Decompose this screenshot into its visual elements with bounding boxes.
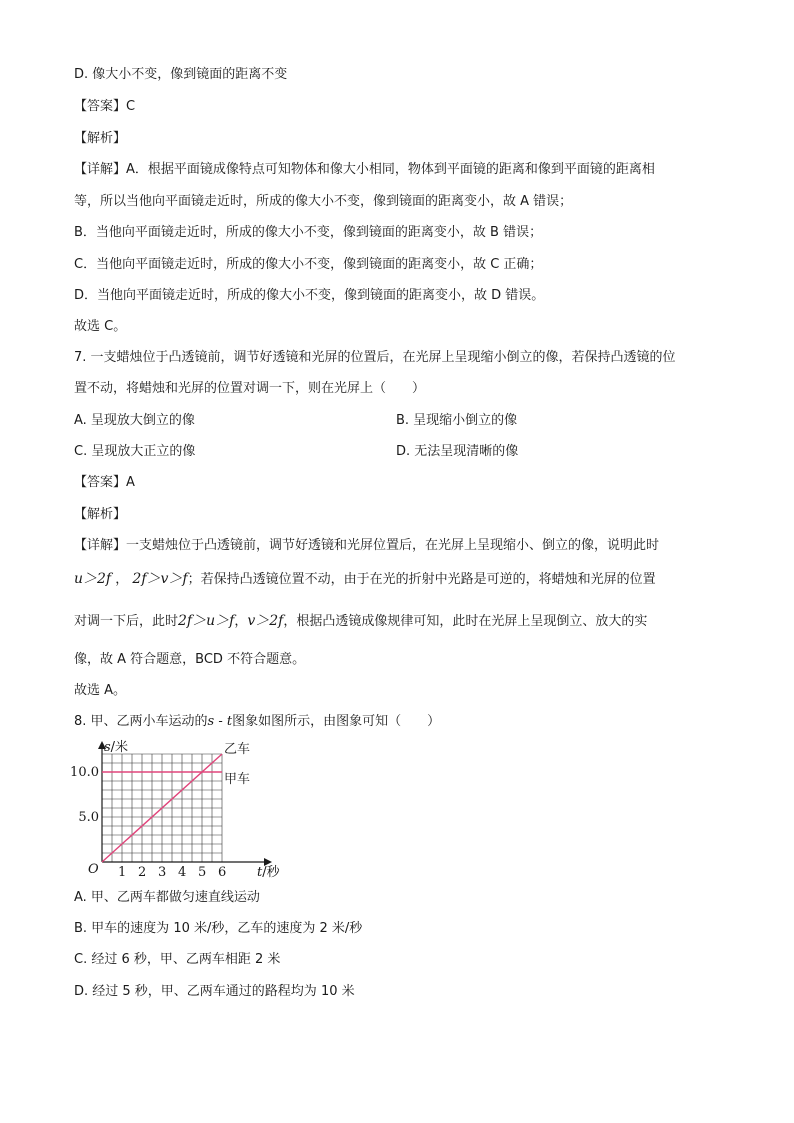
x-tick-label: 1 — [118, 865, 127, 880]
q8-option-a: A. 甲、乙两车都做匀速直线运动 — [74, 890, 260, 905]
q7-math-v-gt-2f: v＞2f — [247, 613, 284, 629]
q7-option-d: D. 无法呈现清晰的像 — [396, 444, 519, 459]
q7-analysis-heading: 【解析】 — [74, 507, 127, 522]
q8-stem-post: 图象如图所示，由图象可知（ ） — [232, 714, 441, 729]
x-tick-label: 5 — [198, 865, 207, 880]
x-tick-label: 2 — [138, 865, 147, 880]
series-label-1: 乙车 — [224, 742, 251, 757]
q8-stem — [74, 713, 440, 731]
q7-math-2f-gt-u-gt-f: 2f＞u＞f — [178, 613, 235, 629]
q7-detail-line-2: u＞2f ， 2f＞v＞f；若保持凸透镜位置不动，由于在光的折射中光路是可逆的，将蜡烛和光屏的位置 — [74, 571, 656, 587]
s-t-chart — [70, 735, 280, 881]
q7-detail-line-4: 像，故 A 符合题意，BCD 不符合题意。 — [74, 652, 306, 667]
series-label-2: 甲车 — [224, 772, 251, 787]
q7-stem-line-1: 7. 一支蜡烛位于凸透镜前，调节好透镜和光屏的位置后，在光屏上呈现缩小倒立的像，若保持凸透镜的位 — [74, 350, 676, 365]
x-tick-label: 6 — [218, 865, 227, 880]
q8-stem-pre: 8. 甲、乙两小车运动的 — [74, 714, 208, 729]
x-tick-label: 3 — [158, 865, 167, 880]
x-axis-label: t/秒 — [257, 865, 280, 880]
q7-detail-line-1: 【详解】一支蜡烛位于凸透镜前，调节好透镜和光屏位置后，在光屏上呈现缩小、倒立的像，说明此时 — [74, 538, 660, 553]
q7-option-a: A. 呈现放大倒立的像 — [74, 413, 195, 428]
q6-detail-line-4: C．当他向平面镜走近时，所成的像大小不变，像到镜面的距离变小，故 C 正确； — [74, 257, 543, 272]
q6-analysis-heading: 【解析】 — [74, 131, 127, 146]
q6-detail-line-1: 【详解】A．根据平面镜成像特点可知物体和像大小相同，物体到平面镜的距离和像到平面镜的距离相 — [74, 162, 655, 177]
q7-option-c: C. 呈现放大正立的像 — [74, 444, 196, 459]
q8-option-d: D. 经过 5 秒，甲、乙两车通过的路程均为 10 米 — [74, 984, 355, 999]
y-tick-label: 5.0 — [78, 810, 99, 825]
q8-option-b: B. 甲车的速度为 10 米/秒，乙车的速度为 2 米/秒 — [74, 921, 363, 936]
q7-option-b: B. 呈现缩小倒立的像 — [396, 413, 518, 428]
chart-axes — [98, 741, 272, 866]
q7-stem-line-2: 置不动，将蜡烛和光屏的位置对调一下，则在光屏上（ ） — [74, 381, 426, 396]
origin-label: O — [88, 862, 99, 877]
q7-detail-line-3-post: ，根据凸透镜成像规律可知，此时在光屏上呈现倒立、放大的实 — [283, 614, 648, 629]
q6-detail-line-2: 等，所以当他向平面镜走近时，所成的像大小不变，像到镜面的距离变小，故 A 错误； — [74, 194, 573, 209]
q6-conclusion: 故选 C。 — [74, 319, 127, 334]
q6-option-d: D. 像大小不变，像到镜面的距离不变 — [74, 67, 288, 82]
x-tick-label: 4 — [178, 865, 187, 880]
q7-answer: 【答案】A — [74, 475, 135, 490]
q7-conclusion: 故选 A。 — [74, 683, 127, 698]
q8-stem-math: s - t — [207, 714, 233, 729]
q7-detail-line-2-text: ；若保持凸透镜位置不动，由于在光的折射中光路是可逆的，将蜡烛和光屏的位置 — [187, 572, 656, 587]
q6-detail-line-5: D．当他向平面镜走近时，所成的像大小不变，像到镜面的距离变小，故 D 错误。 — [74, 288, 545, 303]
q6-answer: 【答案】C — [74, 99, 136, 114]
y-axis-label: s/米 — [104, 740, 129, 755]
q7-math-2f-gt-v-gt-f: 2f＞v＞f — [132, 571, 188, 587]
q7-detail-line-3-pre: 对调一下后，此时 — [74, 614, 179, 629]
q7-math-u-gt-2f: u＞2f — [74, 571, 112, 587]
q7-detail-line-3: 对调一下后，此时2f＞u＞f，v＞2f，根据凸透镜成像规律可知，此时在光屏上呈现倒立、放大的实 — [74, 613, 648, 629]
q8-option-c: C. 经过 6 秒，甲、乙两车相距 2 米 — [74, 952, 281, 967]
y-tick-label: 10.0 — [70, 765, 99, 780]
q6-detail-line-3: B．当他向平面镜走近时，所成的像大小不变，像到镜面的距离变小，故 B 错误； — [74, 225, 543, 240]
